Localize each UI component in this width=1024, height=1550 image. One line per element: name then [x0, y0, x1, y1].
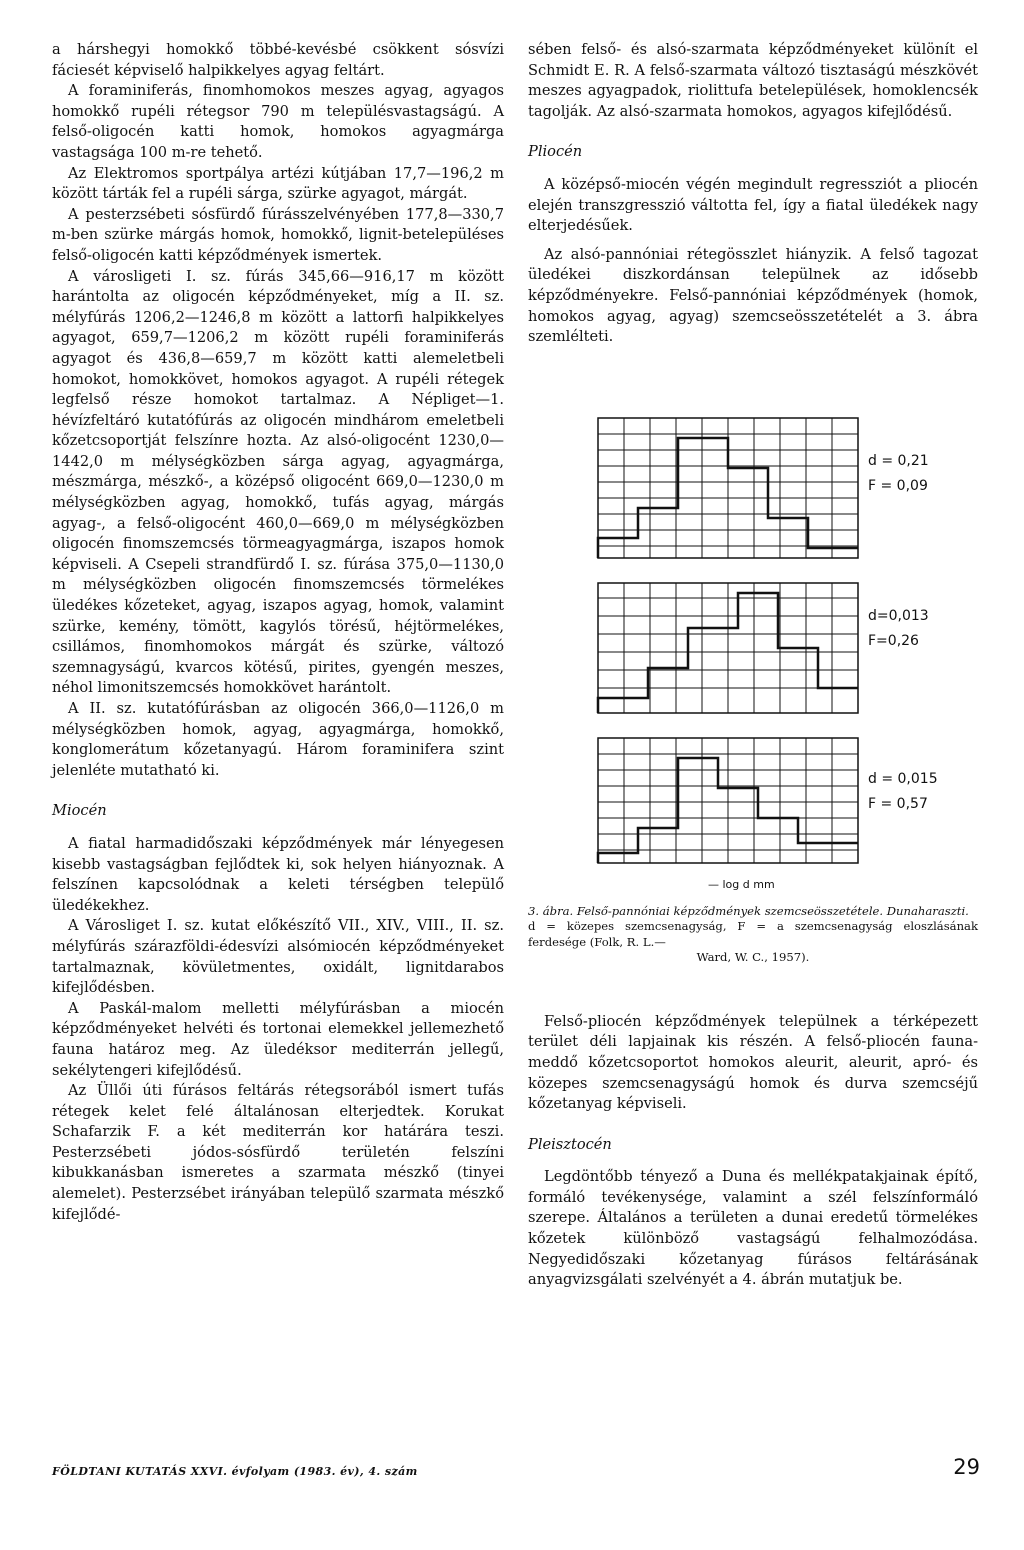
body-paragraph: Felső-pliocén képződmények települnek a térképezett terület déli lapjainak kis részén. A felső-pliocén fauna-meddő kőzetcsoportot homokos aleurit, aleurit, apró- és közepes szemcsenagyságú homok és durva szemcséjű kőzetanyag képviseli.	[528, 1012, 978, 1113]
caption-reference: Ward, W. C., 1957).	[696, 950, 810, 965]
journal-footer: FÖLDTANI KUTATÁS XXVI. évfolyam (1983. év), 4. szám	[52, 1465, 418, 1478]
body-paragraph: Az Elektromos sportpálya artézi kútjában 17,7—196,2 m között tárták fel a rupéli sárga, szürke agyagot, márgát.	[52, 164, 504, 203]
body-paragraph: A városligeti I. sz. fúrás 345,66—916,17 m között harántolta az oligocén képződményeket, míg a II. sz. mélyfúrás 1206,2—1246,8 m között a lattorfi halpikkelyes agyagot, 659,7—1206,2 m között rupéli foraminiferás agyagot és 436,8—659,7 m között katti alemeletbeli homokot, homokkövet, homokos agyagot. A rupéli rétegek legfelső része homokot tartalmaz. A Népliget—1. hévízfeltáró kutatófúrás az oligocén mindhárom emeletbeli kőzetcsoportját felszínre hozta. Az alsó-oligocént 1230,0—1442,0 m mélységközben sárga agyag, agyagmárga, mészmárga, mészkő-, a középső oligocént 669,0—1230,0 m mélységközben agyag, homokkő, tufás agyag, márgás agyag-, a felső-oligocént 460,0—669,0 m mélységközben oligocén finomszemcsés törmeagyagmárga, iszapos homok képviseli. A Csepeli strandfürdő I. sz. fúrása 375,0—1130,0 m mélységközben oligocén finomszemcsés törmelékes üledékes kőzeteket, agyag, iszapos agyag, homok, valamint szürke, kemény, tömött, kagylós törésű, héjtörmelékes, csillámos, finomhomokos márgát és szürke, változó szemnagyságú, kvarcos kötésű, pirites, gyengén meszes, néhol limonitszemcsés homokkövet harántolt.	[52, 267, 504, 697]
body-paragraph: A pesterzsébeti sósfürdő fúrásszelvényében 177,8—330,7 m-ben szürke márgás homok, homokkő, lignit-betelepüléses felső-oligocén katti képződmények ismertek.	[52, 205, 504, 264]
histogram-panel-2	[598, 583, 929, 713]
body-paragraph: A Paskál-malom melletti mélyfúrásban a miocén képződményeket helvéti és tortonai elemekkel jellemezhető fauna határoz meg. Az üledéksor mediterrán jellegű, sekélytengeri kifejlődésű.	[52, 999, 504, 1079]
section-heading-pliocene: Pliocén	[528, 143, 583, 161]
panel-1-d-label: d = 0,21	[868, 452, 929, 469]
panel-3-f-label: F = 0,57	[868, 795, 928, 812]
panel-2-d-label: d=0,013	[868, 607, 929, 624]
body-paragraph: A fiatal harmadidőszaki képződmények már lényegesen kisebb vastagságban fejlődtek ki, sok helyen hiányoznak. A felszínen kapcsolódnak a keleti térségben települő üledékekhez.	[52, 834, 504, 914]
body-paragraph: a hárshegyi homokkő többé-kevésbé csökkent sósvízi fáciesét képviselő halpikkelyes agyag feltárt.	[52, 41, 504, 79]
panel-3-d-label: d = 0,015	[868, 770, 938, 787]
page-number: 29	[953, 1455, 980, 1479]
right-column	[528, 40, 978, 1291]
panel-1-f-label: F = 0,09	[868, 477, 928, 494]
histogram-panel-3	[598, 738, 938, 863]
panel-2-f-label: F=0,26	[868, 632, 919, 649]
caption-body: d = közepes szemcsenagyság, F = a szemcsenagyság eloszlásának ferdesége (Folk, R. L.—	[528, 919, 978, 949]
body-paragraph: A II. sz. kutatófúrásban az oligocén 366,0—1126,0 m mélységközben homok, agyag, agyagmárga, homokkő, konglomerátum kőzetanyagú. Három foraminifera szint jelenléte mutatható ki.	[52, 700, 504, 779]
body-paragraph: sében felső- és alsó-szarmata képződményeket különít el Schmidt E. R. A felső-szarmata változó tisztaságú mészkövét meszes agyagpadok, riolittufa betelepülések, homoklencsék tagolják. Az alsó-szarmata homokos, agyagos kifejlődésű.	[528, 41, 978, 120]
section-heading-pleistocene: Pleisztocén	[528, 1135, 612, 1153]
body-paragraph: A középső-miocén végén megindult regressziót a pliocén elején transzgresszió váltotta fel, így a fiatal üledékek nagy elterjedésűek.	[528, 175, 978, 235]
figure-3-grain-size	[528, 358, 978, 898]
body-paragraph: A Városliget I. sz. kutat előkészítő VII., XIV., VIII., II. sz. mélyfúrás szárazföldi-édesvízi alsómiocén képződményeket tartalmaznak, kövületmentes, oxidált, lignitdarabos kifejlődésben.	[52, 917, 504, 997]
left-column	[52, 40, 504, 1225]
body-paragraph: Legdöntőbb tényező a Duna és mellékpatakjainak építő, formáló tevékenysége, valamint a szél felszínformáló szerepe. Általános a területen a dunai eredetű törmelékes kőzetek különböző vastagságú felhalmozódása. Negyedidőszaki kőzetanyag fúrásos feltárásának anyagvizsgálati szelvényét a 4. ábrán mutatjuk be.	[528, 1168, 978, 1289]
histogram-panel-1	[598, 418, 929, 558]
section-heading-miocene: Miocén	[52, 802, 107, 820]
caption-title: 3. ábra. Felső-pannóniai képződmények szemcseösszetétele. Dunaharaszti.	[528, 903, 969, 918]
body-paragraph: Az Üllői úti fúrásos feltárás rétegsorából ismert tufás rétegek kelet felé általánosan elterjedtek. Korukat Schafarzik F. a két mediterrán kor határára teszi. Pesterzsébeti jódos-sósfürdő területén felszíni kibukkanásban ismeretes a szarmata mészkő (tinyei alemelet). Pesterzsébet irányában települő szarmata mészkő kifejlődé-	[52, 1082, 504, 1223]
figure-axis-label: — log d mm	[708, 877, 775, 891]
body-paragraph: A foraminiferás, finomhomokos meszes agyag, agyagos homokkő rupéli rétegsor 790 m településvastagságú. A felső-oligocén katti homok, homokos agyagmárga vastagsága 100 m-re tehető.	[52, 82, 504, 161]
figure-caption	[528, 904, 978, 966]
figure-3-graphic	[528, 358, 978, 898]
body-paragraph: Az alsó-pannóniai rétegösszlet hiányzik. A felső tagozat üledékei diszkordánsan települnek az idősebb képződményekre. Felső-pannóniai képződmények (homok, homokos agyag, agyag) szemcseösszetételét a 3. ábra szemlélteti.	[528, 245, 978, 346]
